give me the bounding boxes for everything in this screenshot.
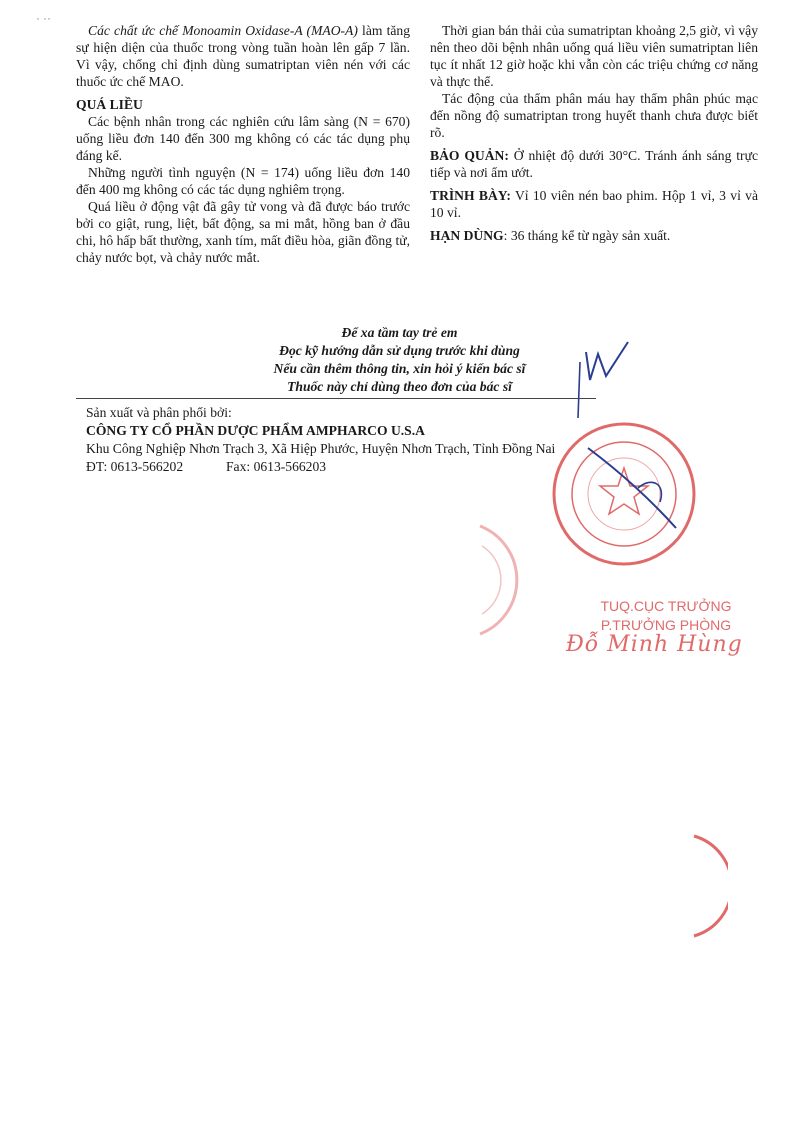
expiry-section [430, 227, 758, 244]
notice-line: Để xa tầm tay trẻ em [341, 325, 458, 340]
fax-number: Fax: 0613-566203 [226, 459, 327, 474]
overdose-paragraph-3: Quá liều ở động vật đã gây tử vong và đã được báo trước bởi co giật, rung, liệt, bất động, sa mi mắt, hồng ban ở đầu chi, hô hấp bất thường, xanh tím, mất điều hòa, giãn đồng tử, chảy nước bọt, và chảy nước mắt. [76, 199, 410, 265]
stamp-line-2: P.TRƯỞNG PHÒNG [600, 617, 732, 633]
left-column [76, 22, 410, 266]
mao-intro-rest: làm tăng sự hiện diện của thuốc trong vòng tuần hoàn lên gấp 7 lần. Vì vậy, chống chỉ định dùng sumatriptan viên nén với các thuốc ức chế MAO. [76, 23, 410, 89]
expiry-text: : 36 tháng kể từ ngày sản xuất. [503, 228, 671, 243]
authorization-stamp-text [586, 597, 746, 635]
presentation-label: TRÌNH BÀY: [430, 188, 511, 203]
expiry-label: HẠN DÙNG [430, 228, 504, 243]
company-address: Khu Công Nghiệp Nhơn Trạch 3, Xã Hiệp Phước, Huyện Nhơn Trạch, Tỉnh Đồng Nai [86, 441, 556, 456]
overdose-paragraph-1: Các bệnh nhân trong các nghiên cứu lâm sàng (N = 670) uống liều đơn 140 đến 300 mg không có các tác dụng phụ đáng kể. [76, 114, 410, 163]
faded-partial-seal [472, 518, 542, 642]
notice-line: Nếu cần thêm thông tin, xin hỏi ý kiến bác sĩ [273, 361, 526, 376]
notice-line: Thuốc này chỉ dùng theo đơn của bác sĩ [287, 379, 512, 394]
storage-section [430, 147, 758, 181]
storage-text: Ở nhiệt độ dưới 30°C. Tránh ánh sáng trực tiếp và nơi ẩm ướt. [430, 148, 758, 180]
manufacturer-label: Sản xuất và phân phối bởi: [86, 405, 232, 420]
ministry-seal-stamp [548, 418, 700, 570]
overdose-heading: QUÁ LIỀU [76, 97, 143, 112]
warning-notices [0, 324, 799, 396]
storage-label: BẢO QUẢN: [430, 148, 509, 163]
phone-number: ĐT: 0613-566202 [86, 459, 184, 474]
divider-line [76, 398, 596, 399]
dialysis-paragraph: Tác động của thẩm phân máu hay thẩm phân phúc mạc đến nồng độ sumatriptan trong huyết thanh chưa được biết rõ. [430, 91, 758, 140]
company-name: CÔNG TY CỔ PHẦN DƯỢC PHẨM AMPHARCO U.S.A [86, 423, 425, 438]
presentation-section [430, 187, 758, 221]
mao-interaction-paragraph [76, 22, 410, 90]
handwritten-signature-mark [568, 332, 638, 422]
presentation-text: Vỉ 10 viên nén bao phim. Hộp 1 vỉ, 3 vỉ và 10 vỉ. [430, 188, 758, 220]
signer-name: Đỗ Minh Hùng [566, 632, 743, 657]
mao-intro-italic: Các chất ức chế Monoamin Oxidase-A (MAO-A) [88, 23, 358, 38]
scan-marks: ˙ ˙˙ [36, 15, 51, 29]
stamp-line-1: TUQ.CỤC TRƯỞNG [600, 598, 732, 614]
half-life-paragraph: Thời gian bán thải của sumatriptan khoảng 2,5 giờ, vì vậy nên theo dõi bệnh nhân uống quá liều viên sumatriptan liên tục ít nhất 12 giờ hoặc khi vẫn còn các triệu chứng cơ năng và thực thể. [430, 23, 758, 89]
right-column [430, 22, 758, 244]
notice-line: Đọc kỹ hướng dẫn sử dụng trước khi dùng [279, 343, 520, 358]
overdose-paragraph-2: Những người tình nguyện (N = 174) uống liều đơn 140 đến 400 mg không có các tác dụng nghiêm trọng. [76, 165, 410, 197]
edge-partial-seal [688, 832, 728, 942]
